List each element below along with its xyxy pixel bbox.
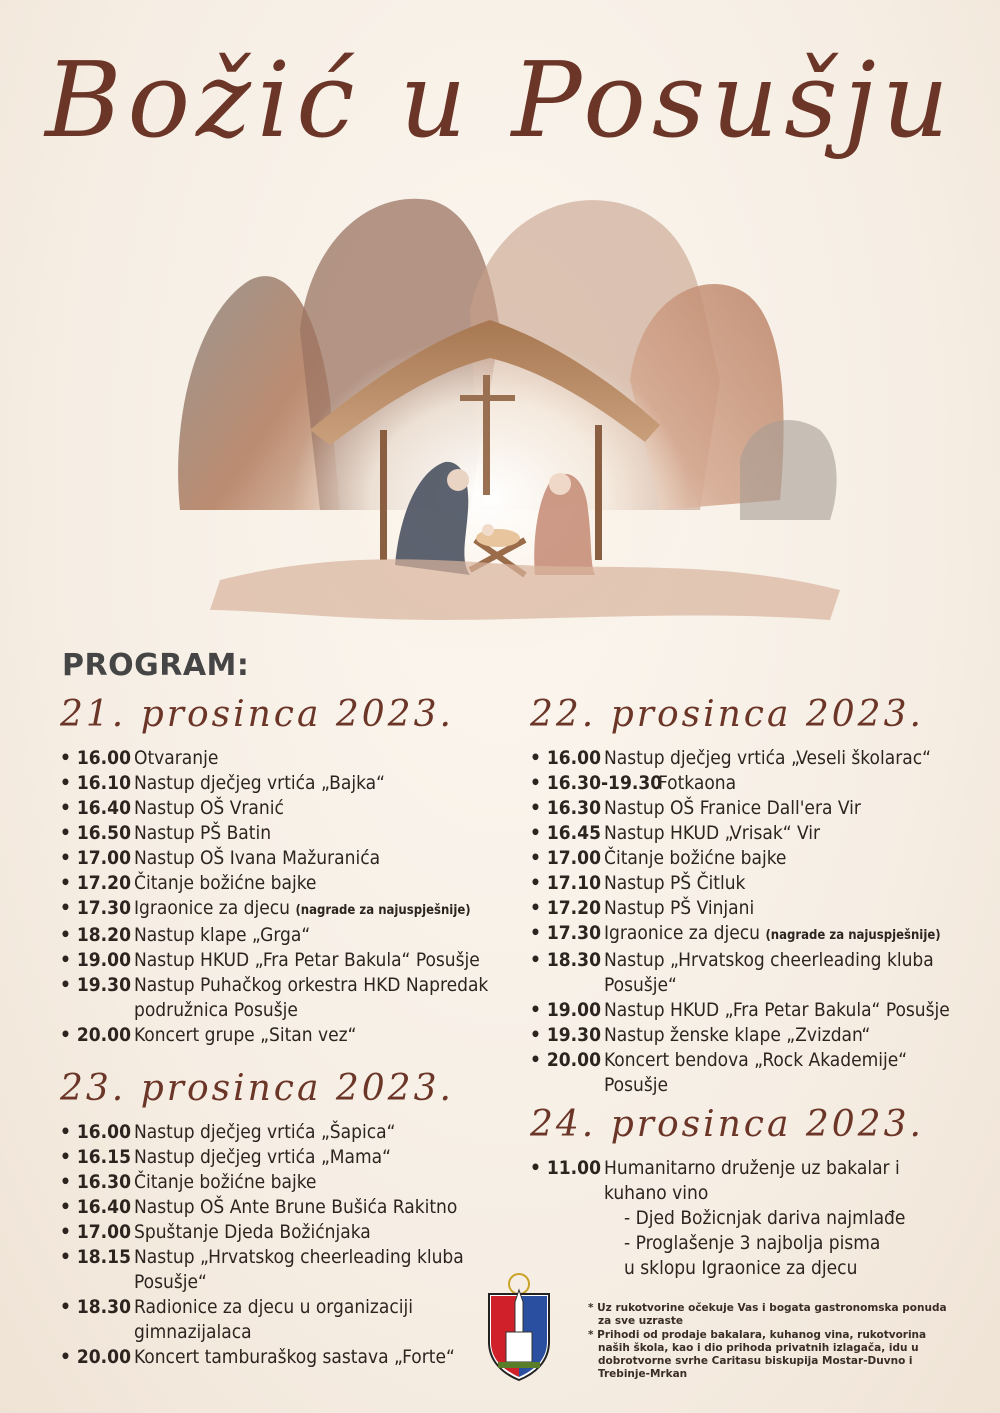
item-subtext: u sklopu Igraonice za djecu <box>624 1256 858 1279</box>
item-text: Nastup klape „Grga“ <box>134 923 311 946</box>
schedule-item <box>60 923 490 948</box>
item-time: • 20.00 <box>60 1023 132 1048</box>
schedule-item <box>60 1245 480 1295</box>
schedule-item <box>60 1295 480 1345</box>
item-text: Koncert grupe „Sitan vez“ <box>134 1023 357 1046</box>
item-time: • 17.10 <box>530 871 602 896</box>
day-title: 24. prosinca 2023. <box>530 1104 924 1145</box>
schedule-item <box>530 846 970 871</box>
item-text: Nastup PŠ Čitluk <box>604 871 746 894</box>
item-text: Nastup dječjeg vrtića „Mama“ <box>134 1145 391 1168</box>
item-text: Igraonice za djecu <box>604 921 761 944</box>
day-title: 23. prosinca 2023. <box>60 1068 454 1109</box>
item-time: • 18.20 <box>60 923 132 948</box>
item-text: Nastup OŠ Ante Brune Bušića Rakitno <box>134 1195 458 1218</box>
item-time: • 18.30 <box>530 948 602 998</box>
item-text: Nastup dječjeg vrtića „Bajka“ <box>134 771 385 794</box>
item-text: Otvaranje <box>134 746 219 769</box>
item-time: • 17.00 <box>530 846 602 871</box>
schedule-list <box>530 746 970 1098</box>
schedule-item <box>60 1195 480 1220</box>
item-text: Nastup Puhačkog orkestra HKD Napredak podružnica Posušje <box>134 973 489 1021</box>
item-note: (nagrade za najuspješnije) <box>765 927 941 943</box>
schedule-item <box>530 771 970 796</box>
schedule-item <box>60 1170 480 1195</box>
item-text: Nastup ženske klape „Zvizdan“ <box>604 1023 871 1046</box>
item-time: • 19.00 <box>60 948 132 973</box>
item-time: • 19.00 <box>530 998 602 1023</box>
day-title: 22. prosinca 2023. <box>530 694 924 735</box>
day-21-section <box>60 696 490 1048</box>
schedule-item <box>60 846 490 871</box>
schedule-item <box>60 1145 480 1170</box>
schedule-item <box>60 973 490 1023</box>
item-time: • 17.00 <box>60 1220 132 1245</box>
item-time: • 16.30-19.30 <box>530 771 656 796</box>
schedule-item <box>60 771 490 796</box>
item-time: • 16.30 <box>60 1170 132 1195</box>
day-24-section <box>530 1106 950 1281</box>
item-text: Nastup PŠ Batin <box>134 821 272 844</box>
schedule-item <box>530 998 970 1023</box>
item-text: Nastup HKUD „Fra Petar Bakula“ Posušje <box>134 948 480 971</box>
schedule-list <box>530 1156 950 1281</box>
day-22-section <box>530 696 970 1098</box>
item-time: • 16.00 <box>530 746 602 771</box>
schedule-item <box>60 948 490 973</box>
item-text: Humanitarno druženje uz bakalar i kuhano vino <box>604 1156 900 1204</box>
item-text: Čitanje božićne bajke <box>134 871 317 894</box>
item-text: Nastup „Hrvatskog cheerleading kluba Posušje“ <box>134 1245 464 1293</box>
item-text: Spuštanje Djeda Božićnjaka <box>134 1220 371 1243</box>
schedule-list <box>60 746 490 1048</box>
item-text: Čitanje božićne bajke <box>134 1170 317 1193</box>
schedule-item <box>60 1023 490 1048</box>
item-time: • 16.30 <box>530 796 602 821</box>
item-text-wrap <box>604 1156 950 1281</box>
item-time: • 20.00 <box>530 1048 602 1098</box>
schedule-list <box>60 1120 480 1370</box>
item-time: • 17.20 <box>60 871 132 896</box>
schedule-item <box>60 1220 480 1245</box>
item-text-wrap <box>134 896 490 923</box>
schedule-item <box>530 821 970 846</box>
schedule-item <box>530 948 970 998</box>
item-time: • 19.30 <box>60 973 132 1023</box>
day-23-section <box>60 1070 480 1370</box>
municipality-crest-icon <box>484 1272 554 1382</box>
nativity-illustration <box>140 180 900 650</box>
item-text-wrap <box>604 921 970 948</box>
item-text: Nastup dječjeg vrtića „Veseli školarac“ <box>604 746 931 769</box>
schedule-item <box>60 896 490 923</box>
day-title: 21. prosinca 2023. <box>60 694 454 735</box>
schedule-item <box>60 1120 480 1145</box>
item-text: Radionice za djecu u organizaciji gimnazijalaca <box>134 1295 413 1343</box>
item-time: • 16.10 <box>60 771 132 796</box>
item-time: • 17.30 <box>530 921 602 948</box>
schedule-item <box>530 746 970 771</box>
item-time: • 11.00 <box>530 1156 602 1281</box>
item-subtext: - Djed Božicnjak dariva najmlađe <box>624 1206 906 1229</box>
item-time: • 17.20 <box>530 896 602 921</box>
program-heading: PROGRAM: <box>62 648 250 683</box>
item-text: Koncert bendova „Rock Akademije“ Posušje <box>604 1048 908 1096</box>
item-time: • 20.00 <box>60 1345 132 1370</box>
item-time: • 16.50 <box>60 821 132 846</box>
poster-title: Božić u Posušju <box>45 39 955 161</box>
item-time: • 17.30 <box>60 896 132 923</box>
item-time: • 19.30 <box>530 1023 602 1048</box>
schedule-item <box>530 1048 970 1098</box>
schedule-item <box>530 921 970 948</box>
schedule-item <box>530 1023 970 1048</box>
footnote: * Uz rukotvorine očekuje Vas i bogata gastronomska ponuda za sve uzraste <box>588 1302 947 1327</box>
schedule-item <box>530 871 970 896</box>
footnote: * Prihodi od prodaje bakalara, kuhanog vina, rukotvorina naših škola, kao i dio prihoda privatnih izlagača, idu u dobrotvorne svrhe Caritasu biskupija Mostar-Duvno i Trebinje-Mrkan <box>588 1329 927 1380</box>
schedule-item <box>60 821 490 846</box>
item-time: • 17.00 <box>60 846 132 871</box>
item-text: Koncert tamburaškog sastava „Forte“ <box>134 1345 455 1368</box>
item-text: Fotkaona <box>658 771 737 794</box>
item-time: • 16.45 <box>530 821 602 846</box>
item-text: Nastup HKUD „Vrisak“ Vir <box>604 821 821 844</box>
item-note: (nagrade za najuspješnije) <box>295 902 471 918</box>
footnotes <box>588 1302 958 1382</box>
item-time: • 16.00 <box>60 746 132 771</box>
item-time: • 16.40 <box>60 796 132 821</box>
item-time: • 18.15 <box>60 1245 132 1295</box>
schedule-item <box>530 796 970 821</box>
item-time: • 16.00 <box>60 1120 132 1145</box>
item-text: Nastup HKUD „Fra Petar Bakula“ Posušje <box>604 998 950 1021</box>
item-time: • 16.40 <box>60 1195 132 1220</box>
schedule-item <box>60 796 490 821</box>
item-text: Nastup OŠ Ivana Mažuranića <box>134 846 381 869</box>
schedule-item <box>530 1156 950 1281</box>
item-subtext: - Proglašenje 3 najbolja pisma <box>624 1231 881 1254</box>
item-text: Igraonice za djecu <box>134 896 291 919</box>
item-text: Čitanje božićne bajke <box>604 846 787 869</box>
schedule-item <box>60 746 490 771</box>
schedule-item <box>60 1345 480 1370</box>
schedule-item <box>530 896 970 921</box>
item-text: Nastup PŠ Vinjani <box>604 896 755 919</box>
item-text: Nastup OŠ Franice Dall'era Vir <box>604 796 861 819</box>
schedule-item <box>60 871 490 896</box>
item-text: Nastup OŠ Vranić <box>134 796 284 819</box>
item-text: Nastup „Hrvatskog cheerleading kluba Posušje“ <box>604 948 934 996</box>
item-text: Nastup dječjeg vrtića „Šapica“ <box>134 1120 396 1143</box>
item-time: • 18.30 <box>60 1295 132 1345</box>
item-time: • 16.15 <box>60 1145 132 1170</box>
